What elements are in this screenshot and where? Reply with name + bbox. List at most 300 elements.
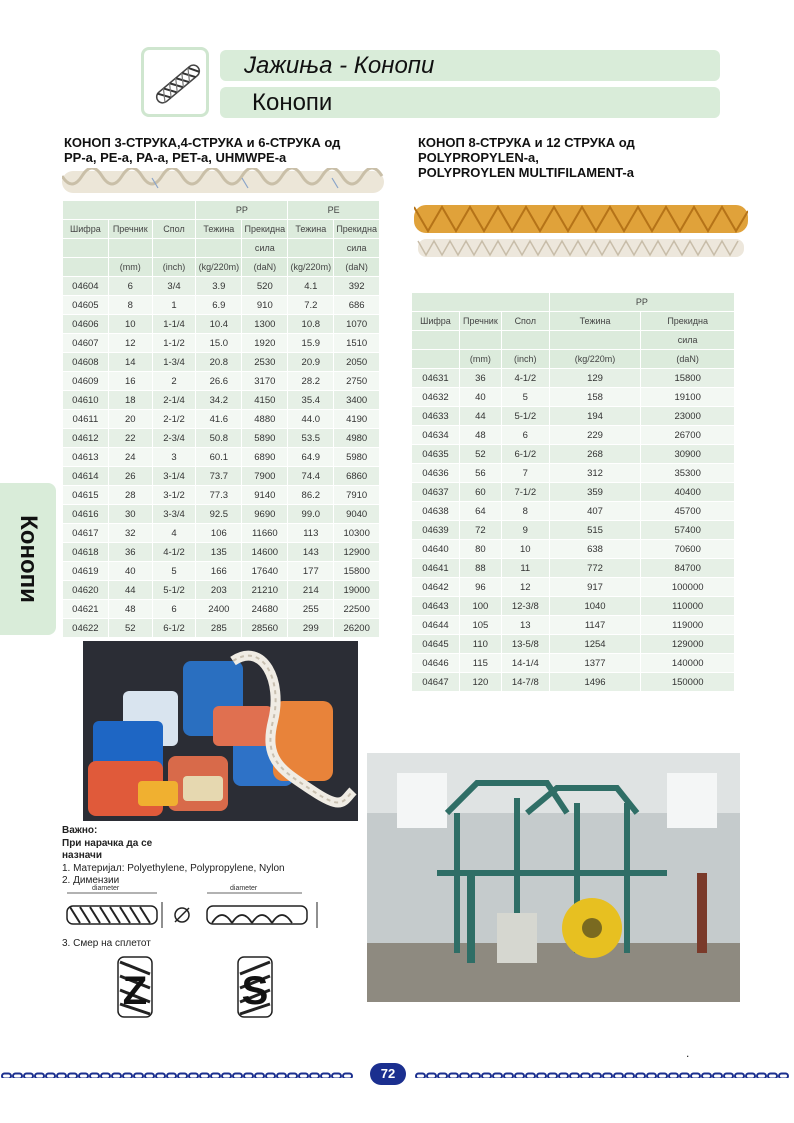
- table-cell: 35300: [641, 464, 735, 483]
- table-cell: 129000: [641, 635, 735, 654]
- table-cell: 04622: [63, 619, 109, 638]
- table-cell: 86.2: [288, 486, 334, 505]
- table-cell: 24: [108, 448, 152, 467]
- table-cell: 22: [108, 429, 152, 448]
- table-row: [63, 524, 380, 543]
- table-cell: 41.6: [196, 410, 242, 429]
- section2-title-line3: POLYPROYLEN MULTIFILAMENT-a: [418, 165, 634, 180]
- table-cell: 48: [459, 426, 501, 445]
- table-header-row: [412, 312, 735, 331]
- table-cell: 92.5: [196, 505, 242, 524]
- table-cell: 7.2: [288, 296, 334, 315]
- table-cell: 88: [459, 559, 501, 578]
- section1-title: [64, 135, 394, 165]
- section1-title-line1: КОНОП 3-СТРУКА,4-СТРУКА и 6-СТРУКА од: [64, 135, 341, 150]
- table-cell: 04607: [63, 334, 109, 353]
- twist-s-label: S: [241, 969, 269, 1013]
- table-cell: 11: [501, 559, 549, 578]
- table-cell: 77.3: [196, 486, 242, 505]
- table-cell: 10.8: [288, 315, 334, 334]
- header-mass: Тежина: [288, 220, 334, 239]
- table-cell: 1254: [549, 635, 641, 654]
- header-mass: Тежина: [549, 312, 641, 331]
- table-cell: 4.1: [288, 277, 334, 296]
- table-cell: 56: [459, 464, 501, 483]
- section2-title-line1: КОНОП 8-СТРУКА и 12 СТРУКА од: [418, 135, 635, 150]
- footer-chain-left: [0, 1072, 362, 1078]
- table-row: [412, 426, 735, 445]
- table-row: [412, 654, 735, 673]
- table-cell: 15800: [641, 369, 735, 388]
- table-cell: 140000: [641, 654, 735, 673]
- table-cell: 73.7: [196, 467, 242, 486]
- table-cell: 45700: [641, 502, 735, 521]
- table-cell: 10: [501, 540, 549, 559]
- table-cell: 12: [108, 334, 152, 353]
- table-cell: 285: [196, 619, 242, 638]
- table-cell: 520: [242, 277, 288, 296]
- table-cell: 19000: [334, 581, 380, 600]
- table-cell: 3170: [242, 372, 288, 391]
- header-break-2: сила: [334, 239, 380, 258]
- table-cell: 1-1/2: [152, 334, 196, 353]
- table-cell: 4-1/2: [501, 369, 549, 388]
- table-row: [412, 616, 735, 635]
- table-cell: 194: [549, 407, 641, 426]
- table-cell: 9040: [334, 505, 380, 524]
- table-cell: 04641: [412, 559, 460, 578]
- table-cell: 8: [501, 502, 549, 521]
- table-cell: 12: [501, 578, 549, 597]
- table-cell: 26200: [334, 619, 380, 638]
- table-cell: 7-1/2: [501, 483, 549, 502]
- table-cell: 52: [108, 619, 152, 638]
- table-row: [63, 334, 380, 353]
- table-cell: 5-1/2: [152, 581, 196, 600]
- table-cell: 04615: [63, 486, 109, 505]
- table-cell: 16: [108, 372, 152, 391]
- table-header-row: [63, 239, 380, 258]
- table-cell: 50.8: [196, 429, 242, 448]
- table-cell: 1147: [549, 616, 641, 635]
- header-break-2: сила: [242, 239, 288, 258]
- header-mass: Тежина: [196, 220, 242, 239]
- table-cell: 299: [288, 619, 334, 638]
- table-cell: 04634: [412, 426, 460, 445]
- table-cell: 686: [334, 296, 380, 315]
- table-cell: 6: [501, 426, 549, 445]
- table-cell: 6-1/2: [501, 445, 549, 464]
- table-cell: 143: [288, 543, 334, 562]
- table-cell: 4-1/2: [152, 543, 196, 562]
- unit-inch: (inch): [152, 258, 196, 277]
- table-cell: 52: [459, 445, 501, 464]
- table-cell: 1377: [549, 654, 641, 673]
- table-cell: 8: [108, 296, 152, 315]
- table-cell: 04633: [412, 407, 460, 426]
- table-cell: 14: [108, 353, 152, 372]
- notes-heading: Важно:: [62, 825, 98, 836]
- header-break: Прекидна: [641, 312, 735, 331]
- table-cell: 10: [108, 315, 152, 334]
- table-cell: 64: [459, 502, 501, 521]
- table-cell: 110: [459, 635, 501, 654]
- table-cell: 04611: [63, 410, 109, 429]
- table-cell: 255: [288, 600, 334, 619]
- table-cell: 40: [459, 388, 501, 407]
- table-cell: 13-5/8: [501, 635, 549, 654]
- table-cell: 04640: [412, 540, 460, 559]
- table-cell: 2-1/2: [152, 410, 196, 429]
- table-cell: 3/4: [152, 277, 196, 296]
- table-cell: 1070: [334, 315, 380, 334]
- table-cell: 32: [108, 524, 152, 543]
- table-header-row: [63, 220, 380, 239]
- table-cell: 14600: [242, 543, 288, 562]
- table-cell: 100000: [641, 578, 735, 597]
- table-cell: 100: [459, 597, 501, 616]
- table-cell: 9140: [242, 486, 288, 505]
- unit-kg: (kg/220m): [196, 258, 242, 277]
- table-row: [63, 372, 380, 391]
- table-header-row: [412, 331, 735, 350]
- table-cell: 20: [108, 410, 152, 429]
- table-cell: 5980: [334, 448, 380, 467]
- table-cell: 6890: [242, 448, 288, 467]
- table-cell: 6.9: [196, 296, 242, 315]
- table-row: [63, 448, 380, 467]
- header-blank: [63, 201, 196, 220]
- table-cell: 4980: [334, 429, 380, 448]
- table-cell: 04616: [63, 505, 109, 524]
- table-cell: 04631: [412, 369, 460, 388]
- table-row: [412, 407, 735, 426]
- table-cell: 2: [152, 372, 196, 391]
- table-row: [63, 467, 380, 486]
- unit-mm: (mm): [108, 258, 152, 277]
- header-break: Прекидна: [334, 220, 380, 239]
- table-cell: 1-1/4: [152, 315, 196, 334]
- table-header-row: [63, 258, 380, 277]
- table-cell: 26700: [641, 426, 735, 445]
- table-row: [63, 600, 380, 619]
- table-cell: 1920: [242, 334, 288, 353]
- table-cell: 2-1/4: [152, 391, 196, 410]
- table-row: [412, 578, 735, 597]
- table-cell: 1: [152, 296, 196, 315]
- table-cell: 150000: [641, 673, 735, 692]
- header-break-2: сила: [641, 331, 735, 350]
- table-row: [412, 483, 735, 502]
- table-row: [63, 315, 380, 334]
- table-cell: 74.4: [288, 467, 334, 486]
- table-cell: 19100: [641, 388, 735, 407]
- header-group-pe: PE: [288, 201, 380, 220]
- table-cell: 515: [549, 521, 641, 540]
- table-cell: 359: [549, 483, 641, 502]
- table-cell: 1-3/4: [152, 353, 196, 372]
- rope-logo: [141, 47, 209, 117]
- table-row: [63, 391, 380, 410]
- table-cell: [196, 239, 242, 258]
- table-cell: 2050: [334, 353, 380, 372]
- table-cell: [501, 331, 549, 350]
- table-cell: 106: [196, 524, 242, 543]
- table-cell: 04610: [63, 391, 109, 410]
- table-cell: 6860: [334, 467, 380, 486]
- unit-dan: (daN): [242, 258, 288, 277]
- table-cell: 11660: [242, 524, 288, 543]
- table-cell: [288, 239, 334, 258]
- page-number: 72: [370, 1063, 406, 1085]
- table-cell: 96: [459, 578, 501, 597]
- table-cell: 04605: [63, 296, 109, 315]
- twisted-rope-image: [62, 168, 384, 196]
- table-cell: 7: [501, 464, 549, 483]
- table-cell: 15.9: [288, 334, 334, 353]
- notes-material: 1. Материјал: Polyethylene, Polypropylene, Nylon: [62, 862, 285, 874]
- table-cell: 18: [108, 391, 152, 410]
- table-row: [63, 410, 380, 429]
- table-cell: 229: [549, 426, 641, 445]
- table-cell: 04621: [63, 600, 109, 619]
- table-cell: 9: [501, 521, 549, 540]
- table-cell: 14-1/4: [501, 654, 549, 673]
- table-cell: 57400: [641, 521, 735, 540]
- table-cell: [549, 331, 641, 350]
- table-cell: 129: [549, 369, 641, 388]
- table-cell: 3-1/2: [152, 486, 196, 505]
- table-cell: 3400: [334, 391, 380, 410]
- table-row: [63, 581, 380, 600]
- table-cell: 04604: [63, 277, 109, 296]
- table-cell: 4190: [334, 410, 380, 429]
- table-cell: 9690: [242, 505, 288, 524]
- table-cell: [152, 239, 196, 258]
- table-cell: 26: [108, 467, 152, 486]
- header-blank: [412, 293, 550, 312]
- rope-factory-photo: [367, 753, 740, 1002]
- table-row: [412, 369, 735, 388]
- table-cell: 6: [108, 277, 152, 296]
- table-cell: 44: [459, 407, 501, 426]
- header-step: Спол: [152, 220, 196, 239]
- table-cell: 15800: [334, 562, 380, 581]
- table-cell: 14-7/8: [501, 673, 549, 692]
- table-cell: 17640: [242, 562, 288, 581]
- table-cell: 1496: [549, 673, 641, 692]
- table-cell: 203: [196, 581, 242, 600]
- table-cell: 5: [501, 388, 549, 407]
- table-cell: 2400: [196, 600, 242, 619]
- eight-strand-rope-table: [411, 292, 735, 692]
- table-cell: 60: [459, 483, 501, 502]
- table-cell: 3.9: [196, 277, 242, 296]
- table-row: [412, 673, 735, 692]
- section2-title-line2: POLYPROPYLEN-a,: [418, 150, 539, 165]
- table-header-row: [412, 350, 735, 369]
- header-diameter: Пречник: [108, 220, 152, 239]
- table-cell: [63, 239, 109, 258]
- braided-rope-image: [414, 203, 748, 261]
- table-row: [412, 464, 735, 483]
- table-cell: 10300: [334, 524, 380, 543]
- table-cell: 12900: [334, 543, 380, 562]
- table-cell: 21210: [242, 581, 288, 600]
- table-cell: 110000: [641, 597, 735, 616]
- table-cell: 13: [501, 616, 549, 635]
- table-cell: 6-1/2: [152, 619, 196, 638]
- table-row: [412, 521, 735, 540]
- table-row: [412, 388, 735, 407]
- table-cell: 7910: [334, 486, 380, 505]
- notes-line: При нарачка да се: [62, 837, 153, 849]
- table-cell: 392: [334, 277, 380, 296]
- table-cell: 36: [459, 369, 501, 388]
- table-cell: 40: [108, 562, 152, 581]
- table-cell: 72: [459, 521, 501, 540]
- unit-kg: (kg/220m): [549, 350, 641, 369]
- table-cell: 40400: [641, 483, 735, 502]
- table-cell: 99.0: [288, 505, 334, 524]
- table-cell: 36: [108, 543, 152, 562]
- table-cell: [63, 258, 109, 277]
- table-row: [63, 543, 380, 562]
- table-row: [412, 597, 735, 616]
- table-cell: 04646: [412, 654, 460, 673]
- table-cell: 04619: [63, 562, 109, 581]
- table-cell: 04635: [412, 445, 460, 464]
- table-cell: 30900: [641, 445, 735, 464]
- table-row: [63, 429, 380, 448]
- table-cell: 28: [108, 486, 152, 505]
- table-cell: 12-3/8: [501, 597, 549, 616]
- table-cell: 04620: [63, 581, 109, 600]
- table-cell: 6: [152, 600, 196, 619]
- table-cell: 158: [549, 388, 641, 407]
- table-cell: 20.8: [196, 353, 242, 372]
- unit-mm: (mm): [459, 350, 501, 369]
- table-cell: 04642: [412, 578, 460, 597]
- table-cell: 135: [196, 543, 242, 562]
- table-cell: 1300: [242, 315, 288, 334]
- table-header-row: [63, 201, 380, 220]
- table-cell: 120: [459, 673, 501, 692]
- unit-inch: (inch): [501, 350, 549, 369]
- header-step: Спол: [501, 312, 549, 331]
- page-subtitle: Конопи: [220, 87, 720, 118]
- table-cell: 26.6: [196, 372, 242, 391]
- table-cell: 910: [242, 296, 288, 315]
- table-cell: 5: [152, 562, 196, 581]
- table-cell: 04645: [412, 635, 460, 654]
- table-cell: 115: [459, 654, 501, 673]
- footer-chain-right: [414, 1072, 794, 1078]
- table-cell: 60.1: [196, 448, 242, 467]
- header-code: Шифра: [412, 312, 460, 331]
- notes-twist-direction: 3. Смер на сплетот: [62, 938, 151, 949]
- header-group-pp: PP: [549, 293, 734, 312]
- table-cell: 34.2: [196, 391, 242, 410]
- rope-coils-photo: [83, 641, 358, 821]
- table-cell: 23000: [641, 407, 735, 426]
- diameter-label-right: diameter: [230, 885, 258, 892]
- table-cell: 04632: [412, 388, 460, 407]
- diameter-label-left: diameter: [92, 885, 120, 892]
- table-cell: 3: [152, 448, 196, 467]
- table-row: [63, 486, 380, 505]
- table-cell: 04647: [412, 673, 460, 692]
- twist-z-label: Z: [122, 969, 148, 1013]
- table-cell: 772: [549, 559, 641, 578]
- table-cell: [108, 239, 152, 258]
- table-cell: 312: [549, 464, 641, 483]
- header-code: Шифра: [63, 220, 109, 239]
- header-group-pp: PP: [196, 201, 288, 220]
- table-cell: 5-1/2: [501, 407, 549, 426]
- table-cell: 2530: [242, 353, 288, 372]
- table-cell: 113: [288, 524, 334, 543]
- order-notes: [62, 825, 285, 888]
- table-cell: 04608: [63, 353, 109, 372]
- table-cell: 04618: [63, 543, 109, 562]
- table-row: [63, 562, 380, 581]
- table-cell: 15.0: [196, 334, 242, 353]
- diameter-diagram: [62, 880, 332, 940]
- table-cell: 70600: [641, 540, 735, 559]
- table-cell: 10.4: [196, 315, 242, 334]
- table-cell: 177: [288, 562, 334, 581]
- table-row: [63, 353, 380, 372]
- page-title: Јажиња - Конопи: [220, 50, 720, 81]
- table-row: [412, 445, 735, 464]
- table-row: [412, 502, 735, 521]
- table-cell: [459, 331, 501, 350]
- table-cell: 44: [108, 581, 152, 600]
- unit-kg: (kg/220m): [288, 258, 334, 277]
- table-cell: 04609: [63, 372, 109, 391]
- table-cell: 48: [108, 600, 152, 619]
- side-category-tab: [0, 483, 56, 635]
- header-break: Прекидна: [242, 220, 288, 239]
- table-row: [63, 277, 380, 296]
- table-cell: 1510: [334, 334, 380, 353]
- table-header-row: [412, 293, 735, 312]
- table-cell: 22500: [334, 600, 380, 619]
- table-cell: 3-3/4: [152, 505, 196, 524]
- unit-dan: (daN): [334, 258, 380, 277]
- table-cell: 04643: [412, 597, 460, 616]
- twist-direction-diagram: [108, 952, 288, 1022]
- table-cell: 04617: [63, 524, 109, 543]
- footer-dot: .: [686, 1046, 690, 1060]
- table-cell: 04636: [412, 464, 460, 483]
- table-cell: 80: [459, 540, 501, 559]
- header-diameter: Пречник: [459, 312, 501, 331]
- table-cell: 04613: [63, 448, 109, 467]
- table-cell: 53.5: [288, 429, 334, 448]
- table-cell: 04644: [412, 616, 460, 635]
- table-cell: 84700: [641, 559, 735, 578]
- table-cell: 30: [108, 505, 152, 524]
- table-row: [63, 619, 380, 638]
- table-row: [63, 296, 380, 315]
- table-cell: 268: [549, 445, 641, 464]
- table-cell: 119000: [641, 616, 735, 635]
- table-cell: 5890: [242, 429, 288, 448]
- table-cell: 2750: [334, 372, 380, 391]
- table-cell: 4880: [242, 410, 288, 429]
